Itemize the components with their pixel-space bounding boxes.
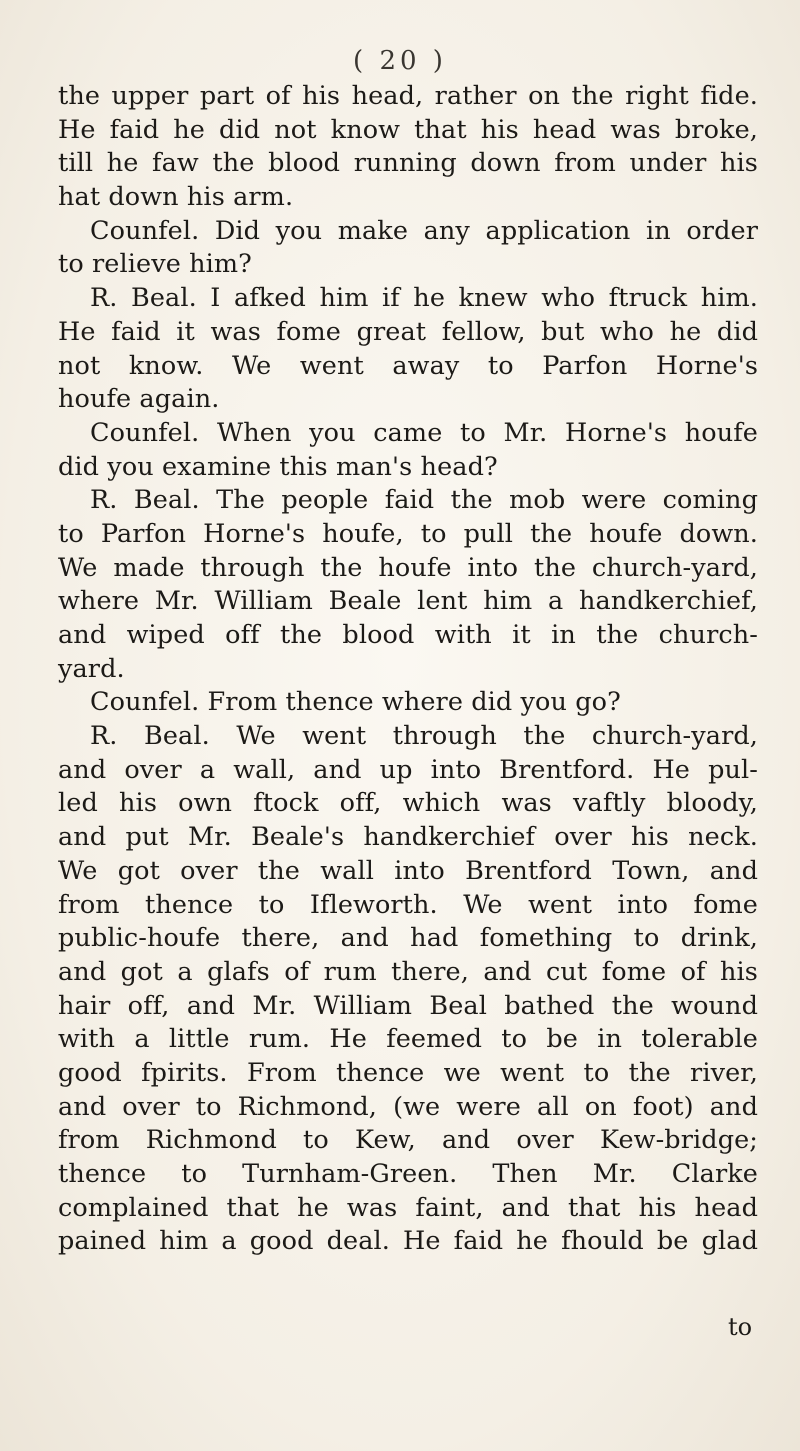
text-line: Counfel. When you came to Mr. Horne's houfe: [90, 417, 758, 448]
text-line: R. Beal. The people faid the mob were coming: [90, 485, 758, 516]
text-line: and over to Richmond, (we were all on foot) and: [58, 1091, 758, 1122]
text-line: He faid he did not know that his head was broke,: [58, 114, 758, 145]
text-line: houfe again.: [58, 384, 220, 415]
text-line: with a little rum. He feemed to be in tolerable: [58, 1024, 758, 1055]
text-line: good fpirits. From thence we went to the river,: [58, 1057, 758, 1088]
text-line: public-houfe there, and had fomething to drink,: [58, 923, 758, 954]
catchword: to: [728, 1313, 753, 1341]
text-line: Counfel. Did you make any application in order: [90, 215, 758, 246]
text-line: thence to Turnham-Green. Then Mr. Clarke: [58, 1159, 758, 1189]
text-line: where Mr. William Beale lent him a handkerchief,: [58, 586, 758, 617]
text-line: We got over the wall into Brentford Town, and: [58, 855, 758, 886]
text-line: R. Beal. We went through the church-yard,: [90, 721, 758, 752]
page-number: ( 20 ): [353, 46, 447, 76]
text-line: complained that he was faint, and that his head: [58, 1192, 758, 1223]
text-line: and over a wall, and up into Brentford. He pul-: [58, 754, 758, 785]
text-line: did you examine this man's head?: [58, 451, 498, 482]
text-line: and put Mr. Beale's handkerchief over his neck.: [58, 822, 758, 853]
text-line: yard.: [58, 653, 125, 684]
text-line: led his own ftock off, which was vaftly bloody,: [58, 788, 758, 819]
text-line: to relieve him?: [58, 249, 252, 280]
text-line: the upper part of his head, rather on the right fide.: [58, 81, 758, 111]
text-line: to Parfon Horne's houfe, to pull the houfe down.: [58, 518, 758, 549]
text-line: till he faw the blood running down from under his: [58, 148, 758, 179]
text-line: We made through the houfe into the church-yard,: [58, 552, 758, 583]
text-line: He faid it was fome great fellow, but who he did: [58, 316, 758, 347]
text-line: from Richmond to Kew, and over Kew-bridge;: [58, 1125, 758, 1156]
text-line: R. Beal. I afked him if he knew who ftruck him.: [90, 283, 758, 314]
text-line: not know. We went away to Parfon Horne's: [58, 350, 758, 381]
text-line: hair off, and Mr. William Beal bathed the wound: [58, 990, 758, 1021]
text-line: and wiped off the blood with it in the church-: [58, 620, 758, 650]
text-line: and got a glafs of rum there, and cut fome of his: [58, 956, 758, 987]
text-line: Counfel. From thence where did you go?: [90, 687, 621, 718]
body-text: [58, 80, 758, 1259]
text-line: hat down his arm.: [58, 182, 294, 213]
text-line: pained him a good deal. He faid he fhould be glad: [58, 1226, 758, 1257]
text-line: from thence to Ifleworth. We went into fome: [58, 889, 758, 920]
